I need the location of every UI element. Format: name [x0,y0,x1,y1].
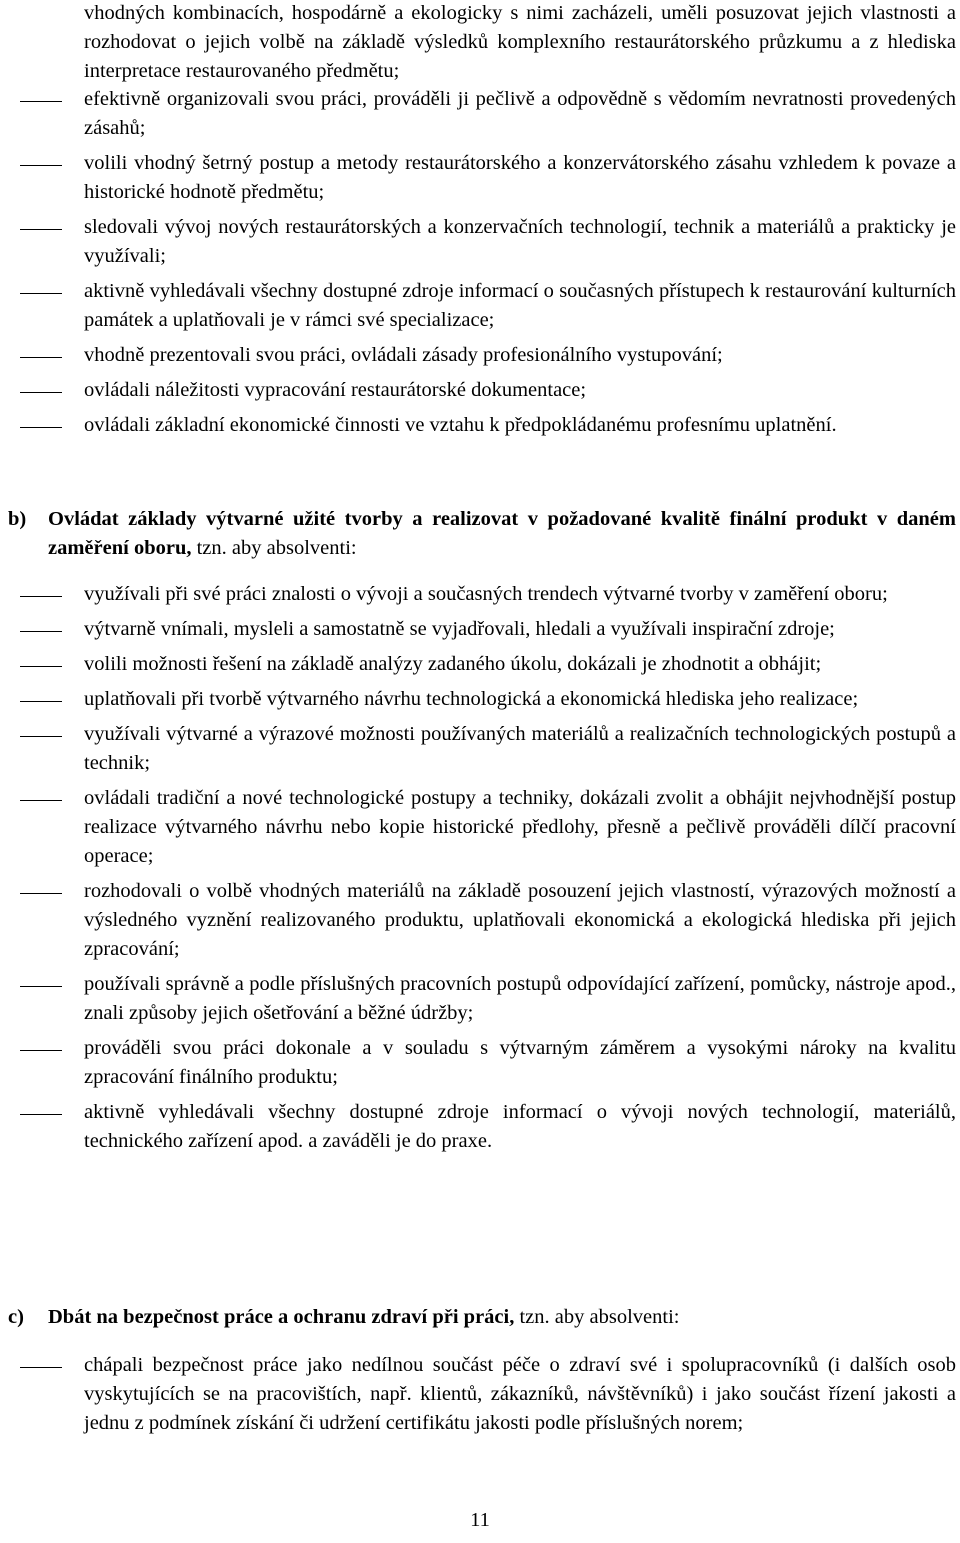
list-item-text: používali správně a podle příslušných pracovních postupů odpovídající zařízení, pomůcky, nástroje apod., znali způsoby jejich ošetřování a běžné údržby; [84,973,956,1024]
section-b-heading-bold: Ovládat základy výtvarné užité tvorby a realizovat v požadované kvalitě finální produkt v daném zaměření oboru, [48,508,956,559]
dash-bullet-icon [20,101,62,102]
list-item [0,1034,956,1092]
list-item [0,411,956,440]
list-item [0,877,956,964]
dash-bullet-icon [20,1050,62,1051]
list-item-text: uplatňovali při tvorbě výtvarného návrhu technologická a ekonomická hlediska jeho realizace; [84,688,859,710]
dash-bullet-icon [20,986,62,987]
section-b [0,505,956,563]
bullet-list-b [0,580,960,1162]
list-item [0,685,956,714]
list-item [0,85,956,143]
dash-bullet-icon [20,229,62,230]
section-b-heading [48,505,956,563]
dash-bullet-icon [20,893,62,894]
section-c-marker: c) [8,1306,24,1328]
list-item-text: aktivně vyhledávali všechny dostupné zdroje informací o současných přístupech k restaurování kulturních památek a uplatňovali je v rámci své specializace; [84,280,956,331]
bullet-list-c [0,1351,960,1444]
list-item-text: ovládali náležitosti vypracování restaurátorské dokumentace; [84,379,587,401]
list-item [0,376,956,405]
list-item-text: sledovali vývoj nových restaurátorských a konzervačních technologií, technik a materiálů a prakticky je využívali; [84,216,956,267]
list-item-text: výtvarně vnímali, mysleli a samostatně se vyjadřovali, hledali a využívali inspirační zdroje; [84,618,835,640]
list-item-text: volili možnosti řešení na základě analýzy zadaného úkolu, dokázali je zhodnotit a obhájit; [84,653,822,675]
list-item-text: využívali výtvarné a výrazové možnosti používaných materiálů a realizačních technologických postupů a technik; [84,723,956,774]
list-item [0,784,956,871]
list-item-text: aktivně vyhledávali všechny dostupné zdroje informací o vývoji nových technologií, materiálů, technického zařízení apod. a zaváděli je do praxe. [84,1101,956,1152]
list-item-text: využívali při své práci znalosti o vývoji a současných trendech výtvarné tvorby v zaměření oboru; [84,583,888,605]
section-b-marker: b) [8,508,27,530]
list-item-text: prováděli svou práci dokonale a v souladu s výtvarným záměrem a vysokými nároky na kvalitu zpracování finálního produktu; [84,1037,956,1088]
list-item-text: vhodně prezentovali svou práci, ovládali zásady profesionálního vystupování; [84,344,723,366]
list-item-text: efektivně organizovali svou práci, prováděli ji pečlivě a odpovědně s vědomím nevratnosti provedených zásahů; [84,88,956,139]
dash-bullet-icon [20,596,62,597]
dash-bullet-icon [20,293,62,294]
list-item [0,650,956,679]
dash-bullet-icon [20,1114,62,1115]
list-item [0,580,956,609]
dash-bullet-icon [20,427,62,428]
list-item [0,277,956,335]
section-c-heading-bold: Dbát na bezpečnost práce a ochranu zdraví při práci, [48,1306,515,1328]
dash-bullet-icon [20,1367,62,1368]
list-item-text: ovládali základní ekonomické činnosti ve vztahu k předpokládanému profesnímu uplatnění. [84,414,837,436]
dash-bullet-icon [20,666,62,667]
section-c-heading [48,1303,956,1332]
dash-bullet-icon [20,736,62,737]
section-b-heading-rest: tzn. aby absolventi: [191,537,357,559]
list-item [0,720,956,778]
list-item [0,341,956,370]
section-c [0,1303,956,1332]
dash-bullet-icon [20,392,62,393]
dash-bullet-icon [20,800,62,801]
list-item-text: chápali bezpečnost práce jako nedílnou součást péče o zdraví své i spolupracovníků (i dalších osob vyskytujících se na pracovištích, např. klientů, zákazníků, návštěvníků) i jako součást řízení jakosti a jednu z podmínek získání či udržení certifikátu jakosti podle příslušných norem; [84,1354,956,1434]
list-item [0,615,956,644]
bullet-list-a [0,85,960,446]
list-item-text: volili vhodný šetrný postup a metody restaurátorského a konzervátorského zásahu vzhledem k povaze a historické hodnotě předmětu; [84,152,956,203]
list-item-text: rozhodovali o volbě vhodných materiálů na základě posouzení jejich vlastností, výrazových možností a výsledného vyznění realizovaného produktu, uplatňovali ekonomická a ekologická hlediska při jejich zpracování; [84,880,956,960]
list-item [0,149,956,207]
list-item-text: ovládali tradiční a nové technologické postupy a techniky, dokázali zvolit a obhájit nejvhodnější postup realizace výtvarného návrhu nebo kopie historické předlohy, přesně a pečlivě prováděli dílčí pracovní operace; [84,787,956,867]
list-item [0,970,956,1028]
dash-bullet-icon [20,357,62,358]
dash-bullet-icon [20,701,62,702]
list-item [0,1098,956,1156]
list-item [0,1351,956,1438]
dash-bullet-icon [20,165,62,166]
intro-paragraph: vhodných kombinacích, hospodárně a ekologicky s nimi zacházeli, uměli posuzovat jejich vlastnosti a rozhodovat o jejich volbě na základě výsledků komplexního restaurátorského průzkumu a z hlediska interpretace restaurovaného předmětu; [84,2,956,82]
section-c-heading-rest: tzn. aby absolventi: [514,1306,680,1328]
page-number: 11 [470,1509,490,1531]
dash-bullet-icon [20,631,62,632]
list-item [0,213,956,271]
